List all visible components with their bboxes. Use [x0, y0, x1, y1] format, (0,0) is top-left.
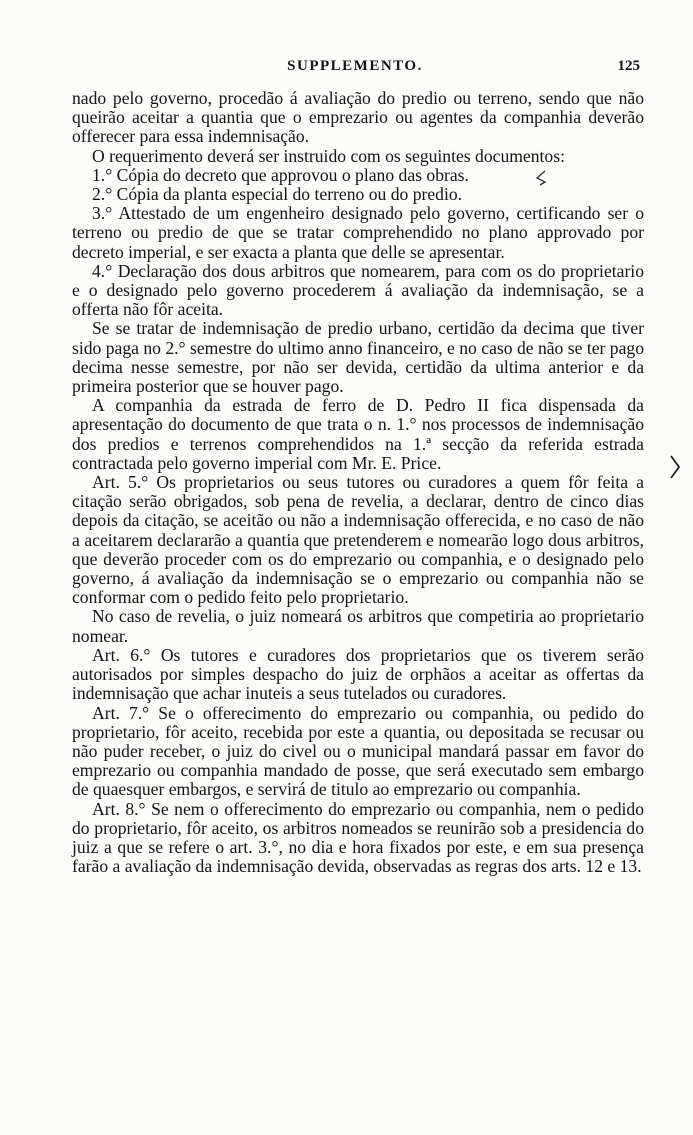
article-paragraph: Art. 6.° Os tutores e curadores dos proprietarios que os tiverem serão autorisados por simples despacho do juiz de orphãos a aceitar as offertas da indemnisação que achar inuteis a seus tutelados ou curadores.	[72, 644, 644, 704]
margin-arrow-icon	[668, 454, 682, 480]
paragraph: O requerimento deverá ser instruido com os seguintes documentos:	[92, 145, 565, 166]
article-paragraph: Art. 5.° Os proprietarios ou seus tutores ou curadores a quem fôr feita a citação serão obrigados, sob pena de revelia, a declarar, dentro de cinco dias depois da citação, se aceitão ou não a indemnisação offerecida, e no caso de não a aceitarem declararão a quantia que pretenderem e nomearão logo dous arbitros, que deverão proceder com os do emprezario ou companhia, e o designado pelo governo, á avaliação da indemnisação se o emprezario ou companhia não se conformar com o pedido feito pelo proprietario.	[72, 472, 644, 608]
paragraph: Se se tratar de indemnisação de predio urbano, certidão da decima que tiver sido paga no 2.° semestre do ultimo anno financeiro, e no caso de não se ter pago decima nesse semestre, por não ser devida, certidão da ultima anterior e da primeira posterior que se houver pago.	[72, 318, 644, 397]
paragraph: A companhia da estrada de ferro de D. Pedro II fica dispensada da apresentação do documento de que trata o n. 1.° nos processos de indemnisação dos predios e terrenos comprehendidos na 1.ª secção da referida estrada contractada pelo governo imperial com Mr. E. Price.	[72, 395, 644, 473]
handwritten-caret-icon	[534, 170, 548, 186]
article-paragraph: Art. 7.° Se o offerecimento do emprezario ou companhia, ou pedido do proprietario, fôr aceito, recebida por este a quantia, ou depositada se recusar ou não puder receber, o juiz do civel ou o municipal mandará passar em favor do emprezario ou companhia mandado de posse, que será executado sem embargo de quaesquer embargos, e servirá de titulo ao emprezario ou companhia.	[72, 702, 644, 800]
list-item: 1.° Cópia do decreto que approvou o plano das obras.	[92, 164, 469, 185]
page-header	[70, 58, 640, 82]
running-title: SUPPLEMENTO.	[287, 58, 423, 74]
list-item: 2.° Cópia da planta especial do terreno ou do predio.	[92, 184, 463, 205]
paragraph: nado pelo governo, procedão á avaliação do predio ou terreno, sendo que não queirão aceitar a quantia que o emprezario ou agentes da companhia deverão offerecer para essa indemnisação.	[72, 88, 644, 147]
article-paragraph: Art. 8.° Se nem o offerecimento do emprezario ou companhia, nem o pedido do proprietario, fôr aceito, os arbitros nomeados se reunirão sob a presidencia do juiz a que se refere o art. 3.°, no dia e hora fixados por este, e em sua presença farão a avaliação da indemnisação devida, observadas as regras dos arts. 12 e 13.	[72, 798, 644, 877]
paragraph: No caso de revelia, o juiz nomeará os arbitros que competiria ao proprietario nomear.	[72, 606, 644, 646]
list-item: 4.° Declaração dos dous arbitros que nomearem, para com os do proprietario e o designado pelo governo procederem á avaliação da indemnisação, se a offerta não fôr aceita.	[72, 260, 644, 320]
list-item: 3.° Attestado de um engenheiro designado pelo governo, certificando ser o terreno ou predio de que se tratar comprehendido no plano approvado por decreto imperial, e ser exacta a planta que delle se apresentar.	[72, 203, 644, 262]
page-number: 125	[617, 58, 640, 74]
body-text	[72, 89, 644, 876]
